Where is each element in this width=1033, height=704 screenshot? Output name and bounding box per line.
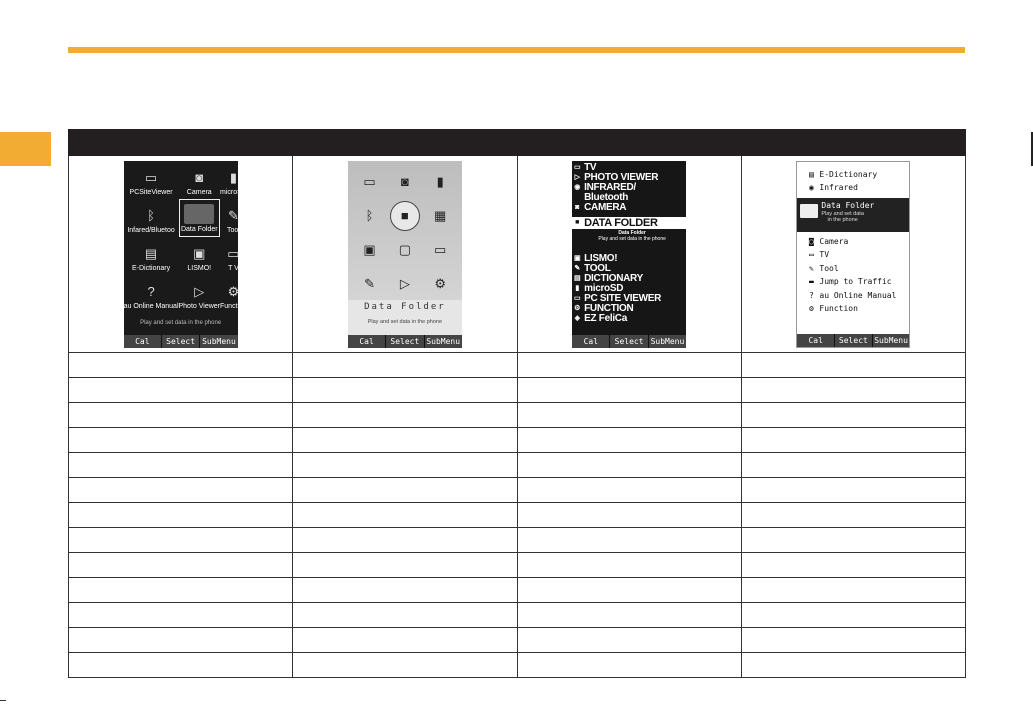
menu-item[interactable] <box>179 275 221 313</box>
table-cell <box>517 353 741 378</box>
laptop-icon: ▭ <box>144 169 158 185</box>
header-accent-bar <box>68 47 965 53</box>
page-corner-mark <box>0 700 6 701</box>
menu-item[interactable] <box>797 235 909 249</box>
table-cell <box>69 403 293 428</box>
table-cell <box>69 553 293 578</box>
table-row <box>69 628 966 653</box>
screen-cell <box>69 156 293 353</box>
softkey-select[interactable]: Select <box>610 335 647 348</box>
camera-icon[interactable]: ◙ <box>400 174 409 189</box>
menu-item-label: T V <box>228 264 239 272</box>
photo-icon: ▷ <box>194 283 205 299</box>
softkey-select[interactable]: Select <box>162 335 199 348</box>
laptop-icon: ▭ <box>573 294 581 302</box>
tv-icon: ▭ <box>573 163 581 171</box>
book-icon: ▤ <box>573 274 581 282</box>
menu-item-label: DICTIONARY <box>584 272 643 284</box>
menu-item[interactable] <box>124 161 179 199</box>
menu-item[interactable] <box>572 193 686 203</box>
help-icon: ? <box>808 290 814 300</box>
menu-item[interactable] <box>572 173 686 183</box>
table-row <box>69 378 966 403</box>
table-cell <box>741 603 965 628</box>
table-cell <box>69 503 293 528</box>
table-cell <box>293 603 517 628</box>
table-row <box>69 453 966 478</box>
menu-item-label: Infrared <box>819 183 858 193</box>
menu-item-label: au Online Manual <box>819 290 897 300</box>
table-cell <box>517 478 741 503</box>
traffic-icon: ▬ <box>808 277 814 287</box>
softkey-cal[interactable]: Cal <box>797 334 834 347</box>
table-cell <box>517 578 741 603</box>
menu-item-label: au Online Manual <box>123 302 179 310</box>
phone-screen-ring-menu <box>348 161 462 348</box>
table-row <box>69 428 966 453</box>
photo-icon: ▷ <box>574 173 580 181</box>
menu-item-selected[interactable] <box>797 198 909 232</box>
menu-item[interactable] <box>797 181 909 195</box>
sdcard-icon: ▮ <box>575 284 579 292</box>
menu-item-label: PHOTO VIEWER <box>584 171 659 183</box>
menu-item[interactable] <box>797 302 909 316</box>
menu-item-selected[interactable] <box>572 217 686 229</box>
table-cell <box>293 478 517 503</box>
table-cell <box>69 578 293 603</box>
screen-caption: Play and set data in the phone <box>140 319 222 326</box>
menu-item[interactable] <box>572 203 686 213</box>
menu-item[interactable] <box>572 294 686 304</box>
menu-style-table <box>68 129 966 678</box>
book-icon[interactable]: ▢ <box>398 241 412 257</box>
table-cell <box>293 528 517 553</box>
music-icon: ▣ <box>573 254 581 262</box>
menu-item[interactable] <box>572 163 686 173</box>
column-header <box>293 130 517 156</box>
column-header <box>69 130 293 156</box>
table-cell <box>517 428 741 453</box>
table-header-row <box>69 130 966 156</box>
selected-item-description: Play and set data in the phone <box>367 318 443 325</box>
table-row <box>69 478 966 503</box>
tv-icon: ▭ <box>808 250 814 260</box>
softkey-select[interactable]: Select <box>386 335 423 348</box>
tool-icon[interactable]: ✎ <box>364 275 375 291</box>
menu-item[interactable] <box>572 304 686 314</box>
menu-item[interactable] <box>124 275 179 313</box>
screen-cell <box>293 156 517 353</box>
table-cell <box>69 603 293 628</box>
phone-screen-large-list <box>572 161 686 348</box>
menu-item[interactable] <box>797 289 909 303</box>
menu-item-label: E-Dictionary <box>819 169 878 179</box>
table-cell <box>517 453 741 478</box>
table-cell <box>69 478 293 503</box>
table-cell <box>517 603 741 628</box>
menu-item[interactable] <box>572 183 686 193</box>
softkey-bar <box>348 335 462 348</box>
table-row <box>69 553 966 578</box>
menu-item-label: Function <box>220 302 247 310</box>
menu-item-label: Photo Viewer <box>178 302 221 310</box>
table-cell <box>741 553 965 578</box>
menu-item[interactable] <box>179 161 221 199</box>
table-cell <box>741 353 965 378</box>
table-row <box>69 353 966 378</box>
menu-item[interactable] <box>124 199 179 237</box>
menu-item[interactable] <box>572 284 686 294</box>
table-cell <box>517 653 741 678</box>
description-line: Play and set data <box>821 210 864 217</box>
softkey-bar <box>572 335 686 348</box>
menu-item[interactable] <box>220 275 247 313</box>
screenshot-row <box>69 156 966 353</box>
menu-item-label: E-Dictionary <box>132 264 171 272</box>
menu-item[interactable] <box>179 237 221 275</box>
menu-item[interactable] <box>797 168 909 182</box>
table-cell <box>741 428 965 453</box>
menu-item-label: EZ FeliCa <box>584 312 627 324</box>
softkey-submenu[interactable]: SubMenu <box>874 335 908 345</box>
gear-icon[interactable]: ⚙ <box>434 275 447 291</box>
softkey-cal[interactable]: Cal <box>348 335 385 348</box>
photo-icon[interactable]: ▷ <box>399 275 410 291</box>
menu-item[interactable] <box>179 199 221 237</box>
menu-item[interactable] <box>124 237 179 275</box>
table-cell <box>69 628 293 653</box>
table-row <box>69 653 966 678</box>
table-row <box>69 603 966 628</box>
table-cell <box>741 578 965 603</box>
selected-item-title: Data Folder <box>618 229 646 236</box>
table-cell <box>293 653 517 678</box>
menu-item[interactable] <box>572 314 686 324</box>
screen-cell <box>741 156 965 353</box>
menu-item[interactable] <box>797 248 909 262</box>
softkey-bar <box>124 335 238 348</box>
menu-item-label: LISMO! <box>187 264 212 272</box>
column-header <box>517 130 741 156</box>
table-cell <box>293 453 517 478</box>
table-cell <box>293 378 517 403</box>
sdcard-icon[interactable]: ▮ <box>436 173 444 189</box>
folder-icon <box>800 204 818 218</box>
table-cell <box>741 378 965 403</box>
table-cell <box>517 403 741 428</box>
table-row <box>69 578 966 603</box>
table-cell <box>741 503 965 528</box>
softkey-cal[interactable]: Cal <box>572 335 609 348</box>
table-cell <box>69 653 293 678</box>
menu-item-label: LISMO! <box>584 252 618 264</box>
menu-item[interactable] <box>220 237 247 275</box>
table-cell <box>517 503 741 528</box>
table-cell <box>69 528 293 553</box>
menu-item-label: DATA FOLDER <box>584 216 658 229</box>
camera-icon: ◙ <box>575 203 580 211</box>
softkey-submenu[interactable]: SubMenu <box>426 336 461 346</box>
description-line: in the phone <box>827 217 858 223</box>
table-cell <box>741 453 965 478</box>
menu-item[interactable] <box>572 264 686 274</box>
table-row <box>69 503 966 528</box>
menu-item-label: Tool <box>819 263 839 273</box>
menu-item[interactable] <box>220 199 247 237</box>
laptop-icon[interactable]: ▭ <box>363 173 376 189</box>
gear-icon: ⚙ <box>574 304 581 312</box>
table-cell <box>293 553 517 578</box>
menu-item-label: CAMERA <box>584 201 627 213</box>
menu-item-label: microSD <box>220 188 247 196</box>
bluetooth-icon: ᛒ <box>147 207 155 223</box>
selected-item-description <box>821 211 864 224</box>
book-icon: ▤ <box>144 245 158 261</box>
table-row <box>69 528 966 553</box>
icon-ring <box>352 165 458 301</box>
menu-item-label: INFRARED/ <box>584 181 636 193</box>
menu-item-label: Data Folder <box>180 225 218 233</box>
folder-icon: ■ <box>575 218 580 226</box>
menu-item[interactable] <box>797 262 909 276</box>
table-cell <box>741 528 965 553</box>
camera-icon: ◙ <box>195 169 204 185</box>
table-cell <box>517 628 741 653</box>
spacer <box>572 242 686 254</box>
chapter-tab <box>0 132 51 166</box>
gear-icon: ⚙ <box>227 283 240 299</box>
menu-item-label: TV <box>584 161 597 173</box>
selected-item-description: Play and set data in the phone <box>598 235 666 242</box>
softkey-submenu[interactable]: SubMenu <box>202 336 236 346</box>
menu-item-label: Infared/Bluetoo <box>127 226 175 234</box>
selected-item-title: Data Folder <box>364 301 446 312</box>
tv-icon: ▭ <box>227 245 240 261</box>
table-cell <box>293 403 517 428</box>
table-cell <box>517 378 741 403</box>
softkey-select[interactable]: Select <box>835 334 872 347</box>
bluetooth-icon[interactable]: ᛒ <box>365 208 374 223</box>
softkey-bar <box>797 334 909 347</box>
table-cell <box>69 378 293 403</box>
infrared-icon: ◉ <box>808 183 814 193</box>
table-cell <box>293 353 517 378</box>
table-cell <box>741 653 965 678</box>
phone-screen-icon-grid <box>123 161 247 348</box>
tool-icon: ✎ <box>227 207 239 223</box>
tool-icon: ✎ <box>574 264 580 272</box>
softkey-submenu[interactable]: SubMenu <box>650 336 685 346</box>
menu-item-label: Jump to Traffic <box>819 277 892 287</box>
menu-item-label: Function <box>819 304 858 314</box>
table-cell <box>293 628 517 653</box>
infrared-icon: ◉ <box>574 183 581 191</box>
table-cell <box>741 628 965 653</box>
menu-item-label: TV <box>819 250 830 260</box>
folder-icon[interactable]: ■ <box>387 199 422 233</box>
tv-icon[interactable]: ▭ <box>434 241 447 257</box>
table-row <box>69 403 966 428</box>
folder-icon <box>184 204 214 224</box>
gear-icon: ⚙ <box>808 304 814 314</box>
menu-item-label: TOOL <box>584 262 611 274</box>
table-cell <box>69 453 293 478</box>
table-cell <box>293 428 517 453</box>
screen-cell <box>517 156 741 353</box>
sdcard-icon: ▮ <box>229 169 238 185</box>
table-cell <box>69 428 293 453</box>
music-icon[interactable]: ▣ <box>363 241 376 257</box>
menu-item-label: FUNCTION <box>584 302 634 314</box>
felica-icon: ◈ <box>574 314 580 322</box>
music-icon: ▣ <box>193 245 206 261</box>
column-header <box>741 130 965 156</box>
menu-item[interactable] <box>572 274 686 284</box>
table-cell <box>293 578 517 603</box>
camera-icon: ◙ <box>808 236 814 246</box>
menu-item-label: microSD <box>584 282 624 294</box>
menu-item[interactable] <box>220 161 247 199</box>
menu-item-label: Data Folder <box>821 200 875 210</box>
table-cell <box>293 503 517 528</box>
table-cell <box>741 478 965 503</box>
tool-icon: ✎ <box>808 263 814 273</box>
menu-item-label: Tool <box>227 226 240 234</box>
menu-item-label: PCSiteViewer <box>129 188 173 196</box>
help-icon: ? <box>147 283 155 299</box>
menu-item[interactable] <box>572 254 686 264</box>
table-cell <box>69 353 293 378</box>
calculator-icon[interactable]: ▦ <box>434 207 447 223</box>
menu-item-label: PC SITE VIEWER <box>584 292 662 304</box>
phone-screen-text-list <box>796 161 910 348</box>
table-cell <box>517 528 741 553</box>
softkey-cal[interactable]: Cal <box>124 335 161 348</box>
table-cell <box>741 403 965 428</box>
menu-item-label: Camera <box>186 188 212 196</box>
book-icon: ▤ <box>808 169 814 179</box>
table-cell <box>517 553 741 578</box>
menu-item-label: Bluetooth <box>584 191 629 203</box>
menu-item-label: Camera <box>819 236 849 246</box>
menu-item[interactable] <box>797 275 909 289</box>
